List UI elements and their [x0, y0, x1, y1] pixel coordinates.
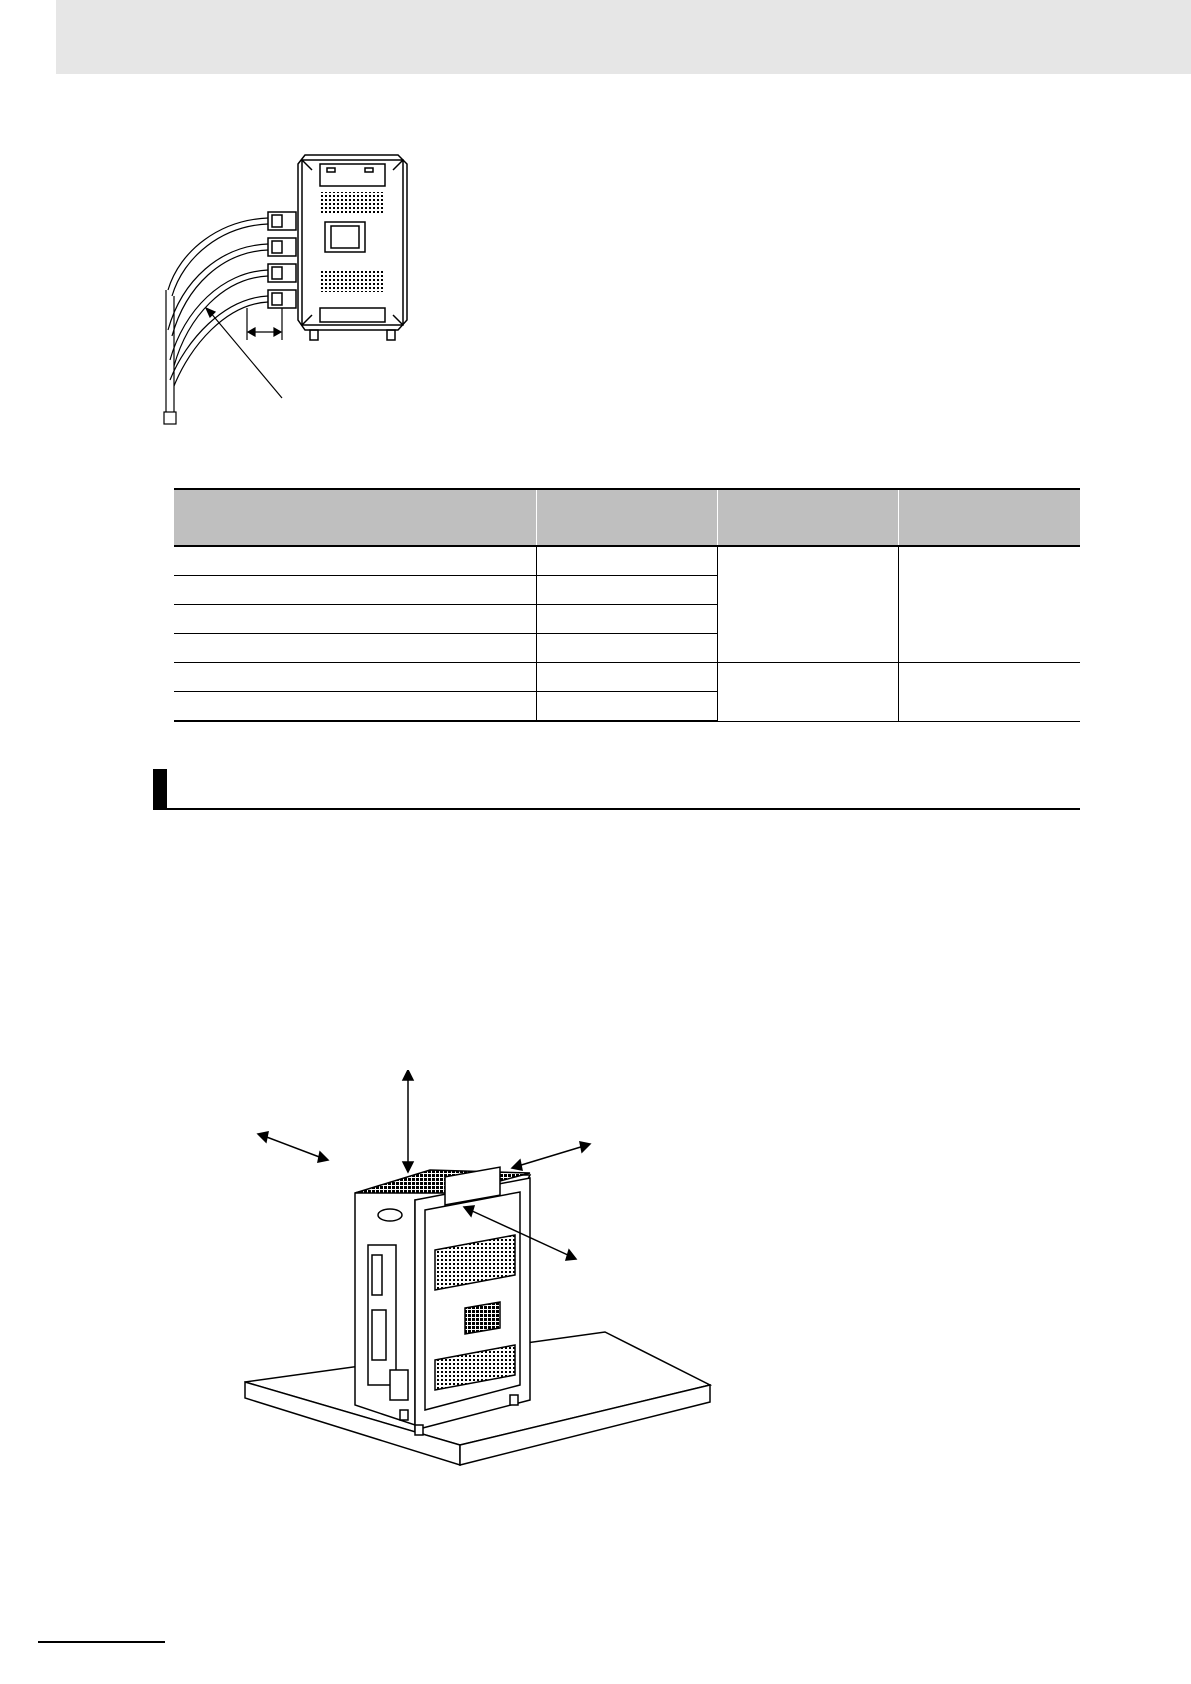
controller-unit-isometric [355, 1167, 530, 1435]
vent-grille-bottom [320, 270, 385, 292]
table-cell [174, 605, 536, 634]
cable-connectors [268, 212, 296, 308]
table-cell [536, 634, 717, 663]
controller-unit-side-view [298, 155, 407, 340]
table-cell [536, 692, 717, 722]
page-header-band [56, 0, 1191, 74]
spec-table [174, 488, 1080, 722]
table-cell [536, 576, 717, 605]
table-cell [174, 663, 536, 692]
footer-rule [38, 1641, 165, 1643]
table-cell-merged [717, 546, 898, 663]
installation-clearance-figure [240, 1070, 720, 1480]
column-header [717, 489, 898, 546]
section-heading-bar [153, 769, 167, 809]
table-cell [174, 692, 536, 722]
table-cell-merged [717, 663, 898, 722]
table-cell [536, 546, 717, 576]
table-row [174, 546, 1080, 576]
clearance-dimension [247, 308, 282, 340]
vent-grille-top [320, 192, 385, 214]
table-row [174, 663, 1080, 692]
table-cell-merged [898, 663, 1080, 722]
cables [166, 218, 268, 420]
table-cell [174, 576, 536, 605]
table-cell-merged [898, 546, 1080, 663]
table-cell [536, 663, 717, 692]
table-cell [174, 634, 536, 663]
callout-leader [206, 308, 282, 398]
table-cell [174, 546, 536, 576]
table-header-row [174, 489, 1080, 546]
table-cell [536, 605, 717, 634]
cable-end-sleeve [164, 412, 176, 424]
column-header [536, 489, 717, 546]
column-header [898, 489, 1080, 546]
cable-clearance-figure [160, 150, 420, 440]
section-heading-rule [153, 808, 1080, 810]
column-header [174, 489, 536, 546]
